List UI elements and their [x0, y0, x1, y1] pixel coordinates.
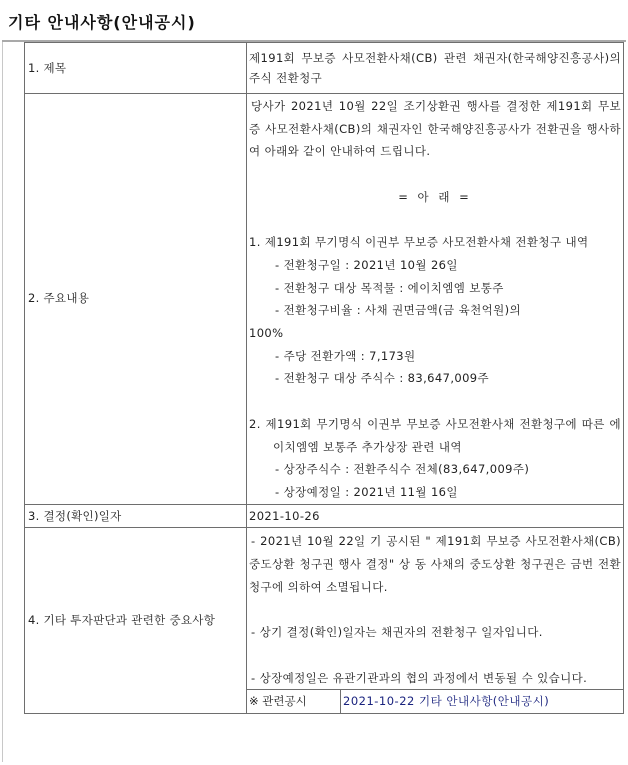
other-matters-content [247, 528, 624, 690]
label-other-matters: 4. 기타 투자판단과 관련한 중요사항 [25, 528, 247, 714]
row-other-matters [25, 528, 624, 690]
left-margin-line [2, 42, 25, 762]
section1-item: - 전환청구 대상 목적물 : 에이치엠엠 보통주 [275, 280, 504, 295]
notice-heading: = 아 래 = [398, 189, 472, 204]
section2-title: 2. 제191회 무기명식 이권부 무보증 사모전환사채 전환청구에 따른 에이치엠엠 보통주 추가상장 관련 내역 [249, 416, 621, 454]
related-disclosure-label: ※ 관련공시 [247, 690, 341, 714]
decision-date-value: 2021-10-26 [247, 504, 624, 528]
related-disclosure-link[interactable]: 2021-10-22 기타 안내사항(안내공시) [343, 694, 550, 709]
row-subject [25, 43, 624, 94]
main-content [247, 94, 624, 505]
other-paragraph: - 상장예정일은 유관기관과의 협의 과정에서 변동될 수 있습니다. [251, 670, 588, 685]
section1-continuation: 100% [249, 326, 284, 340]
other-paragraph: - 상기 결정(확인)일자는 채권자의 전환청구 일자입니다. [251, 625, 543, 640]
page-title: 기타 안내사항(안내공시) [8, 13, 196, 32]
intro-paragraph: 당사가 2021년 10월 22일 조기상환권 행사를 결정한 제191회 무보증 사모전환사채(CB)의 채권자인 한국해양진흥공사가 전환권을 행사하여 아래와 같이 안내하여 드립니다. [249, 99, 621, 159]
disclosure-table [24, 42, 624, 714]
section1-item: - 전환청구 대상 주식수 : 83,647,009주 [275, 371, 490, 386]
section2-item: - 상장예정일 : 2021년 11월 16일 [275, 484, 458, 499]
label-decision-date: 3. 결정(확인)일자 [25, 504, 247, 528]
section2-item: - 상장주식수 : 전환주식수 전체(83,647,009주) [275, 462, 530, 477]
related-disclosure-cell [341, 690, 624, 714]
subject-content: 제191회 무보증 사모전환사채(CB) 관련 채권자(한국해양진흥공사)의 주식 전환청구 [247, 43, 624, 94]
other-paragraph: - 2021년 10월 22일 기 공시된 " 제191회 무보증 사모전환사채(CB) 중도상환 청구권 행사 결정" 상 동 사채의 중도상환 청구권은 금번 전환청구에 의하여 소멸됩니다. [249, 534, 621, 594]
section1-item: - 전환청구비율 : 사채 권면금액(금 육천억원)의 [275, 303, 522, 318]
label-subject: 1. 제목 [25, 43, 247, 94]
row-decision-date [25, 504, 624, 528]
row-main-content [25, 94, 624, 505]
section1-title: 1. 제191회 무기명식 이권부 무보증 사모전환사채 전환청구 내역 [249, 235, 589, 250]
section1-item: - 전환청구일 : 2021년 10월 26일 [275, 257, 458, 272]
label-main-content: 2. 주요내용 [25, 94, 247, 505]
section1-item: - 주당 전환가액 : 7,173원 [275, 348, 416, 363]
